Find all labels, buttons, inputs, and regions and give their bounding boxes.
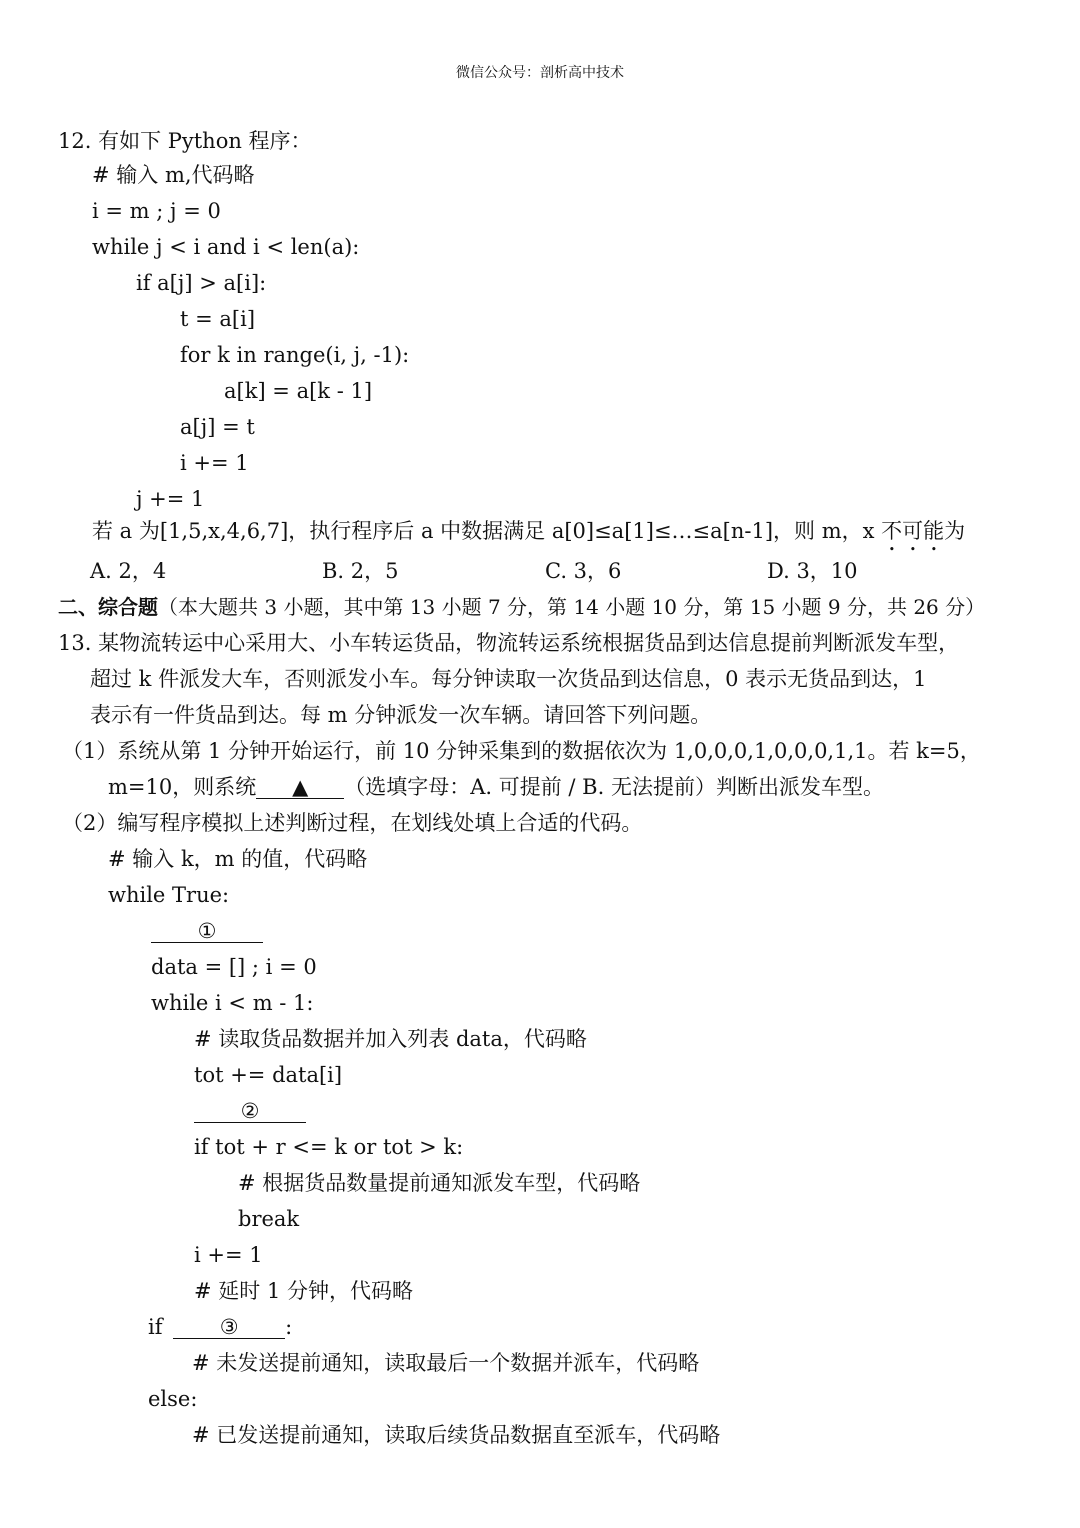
q13-code-line: tot += data[i] (194, 1063, 343, 1087)
q12-code-line: i = m ; j = 0 (92, 199, 221, 223)
q13-part1-answer-blank[interactable]: ▲ (256, 776, 344, 799)
q13-code-blank2[interactable] (194, 1098, 306, 1124)
q13-intro-line: 13. 某物流转运中心采用大、小车转运货品，物流转运系统根据货品到达信息提前判断派发车型， (58, 631, 960, 655)
q12-code-line: i += 1 (180, 451, 249, 475)
answer-blank-3[interactable]: ③ (173, 1316, 285, 1339)
q13-code-blank1[interactable] (151, 918, 263, 944)
q12-code-line: if a[j] > a[i]: (136, 271, 267, 295)
q13-code-comment: # 读取货品数据并加入列表 data，代码略 (194, 1027, 587, 1051)
q12-code-line: # 输入 m,代码略 (92, 163, 255, 187)
q13-code-line: break (238, 1207, 300, 1231)
q13-part1-prefix: m=10，则系统 (108, 775, 257, 799)
q13-part1-suffix: （选填字母：A. 可提前 / B. 无法提前）判断出派发车型。 (344, 775, 884, 799)
q12-question-emphasis: 不可能 (881, 519, 945, 543)
q13-code-comment: # 根据货品数量提前通知派发车型，代码略 (238, 1171, 641, 1195)
q13-code-if-line (148, 1314, 292, 1340)
q12-question-suffix: 为 (944, 519, 966, 543)
q13-part1-line1: （1）系统从第 1 分钟开始运行，前 10 分钟采集到的数据依次为 1,0,0,0,1,0,0,0,1,1。若 k=5， (62, 739, 981, 763)
q13-code-comment: # 未发送提前通知，读取最后一个数据并派车，代码略 (192, 1351, 700, 1375)
q13-code-line: while i < m - 1: (151, 991, 314, 1015)
answer-blank-1[interactable]: ① (151, 920, 263, 943)
section2-title: 二、综合题 (58, 595, 158, 619)
q12-code-line: while j < i and i < len(a): (92, 235, 360, 259)
q13-part1-line2 (108, 774, 884, 800)
q13-code-comment: # 延时 1 分钟，代码略 (194, 1279, 413, 1303)
q13-code-line: i += 1 (194, 1243, 263, 1267)
q12-option-b[interactable]: B. 2，5 (322, 559, 399, 583)
section2-heading (58, 594, 985, 620)
q13-intro-line: 超过 k 件派发大车，否则派发小车。每分钟读取一次货品到达信息，0 表示无货品到达，1 (90, 667, 927, 691)
q13-intro-line: 表示有一件货品到达。每 m 分钟派发一次车辆。请回答下列问题。 (90, 703, 712, 727)
q12-option-a[interactable]: A. 2，4 (90, 559, 167, 583)
q13-code-line: else: (148, 1387, 198, 1411)
q13-if-colon: : (285, 1315, 293, 1339)
q13-code-comment: # 已发送提前通知，读取后续货品数据直至派车，代码略 (192, 1423, 721, 1447)
q12-question-prefix: 若 a 为[1,5,x,4,6,7]，执行程序后 a 中数据满足 a[0]≤a[1]≤…≤a[n-1]，则 m，x (92, 519, 882, 543)
q13-code-line: data = [] ; i = 0 (151, 955, 317, 979)
q12-question (92, 518, 965, 556)
q12-code-line: for k in range(i, j, -1): (180, 343, 410, 367)
q12-option-d[interactable]: D. 3，10 (767, 559, 858, 583)
q12-code-line: t = a[i] (180, 307, 256, 331)
q13-part2-title: （2）编写程序模拟上述判断过程，在划线处填上合适的代码。 (62, 811, 643, 835)
q12-code-line: a[j] = t (180, 415, 255, 439)
section2-note: （本大题共 3 小题，其中第 13 小题 7 分，第 14 小题 10 分，第 15 小题 9 分，共 26 分） (158, 595, 986, 619)
q13-code-line: while True: (108, 883, 230, 907)
answer-blank-2[interactable]: ② (194, 1100, 306, 1123)
q13-code-line: # 输入 k，m 的值，代码略 (108, 847, 368, 871)
q12-code-line: j += 1 (136, 487, 205, 511)
q12-code-line: a[k] = a[k - 1] (224, 379, 373, 403)
q13-if-keyword: if (148, 1315, 170, 1339)
page-header: 微信公众号：剖析高中技术 (456, 65, 624, 81)
q12-option-c[interactable]: C. 3，6 (545, 559, 622, 583)
q13-code-line: if tot + r <= k or tot > k: (194, 1135, 464, 1159)
q12-title: 12. 有如下 Python 程序： (58, 129, 312, 153)
